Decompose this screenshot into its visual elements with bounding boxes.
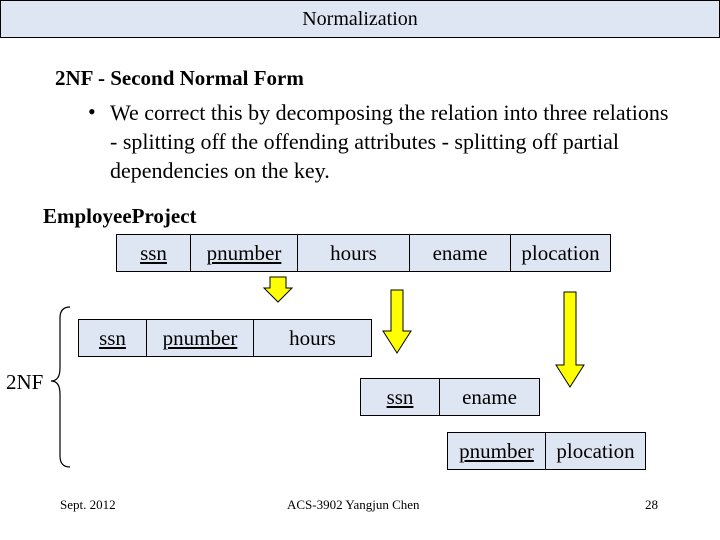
bullet-icon: • <box>88 99 96 124</box>
bullet-text: We correct this by decomposing the relation into three relations - splitting off the offending attributes - splitting off partial dependencies on the key. <box>110 100 669 183</box>
column-hours: hours <box>298 235 410 271</box>
column-ename: ename <box>410 235 511 271</box>
slide-title: Normalization <box>0 0 720 38</box>
arrow-down-icon <box>383 290 411 353</box>
column-pnumber: pnumber <box>191 235 298 271</box>
arrow-down-icon <box>264 277 292 302</box>
column-ssn: ssn <box>117 235 191 271</box>
brace-icon <box>51 307 70 467</box>
column-hours: hours <box>289 326 336 350</box>
relation-name: EmployeeProject <box>43 204 197 228</box>
relation-ssn-pnumber-hours <box>78 319 372 357</box>
relation-ssn-ename <box>360 378 540 416</box>
column-ssn: ssn <box>79 320 147 356</box>
column-ssn: ssn <box>361 379 440 415</box>
footer-course: ACS-3902 Yangjun Chen <box>287 497 420 512</box>
column-plocation: plocation <box>556 439 635 463</box>
section-heading: 2NF - Second Normal Form <box>55 66 304 90</box>
arrow-down-icon <box>556 292 584 387</box>
normal-form-label: 2NF <box>6 370 44 394</box>
column-ename: ename <box>462 385 517 409</box>
relation-pnumber-plocation <box>447 432 646 470</box>
footer-date: Sept. 2012 <box>60 497 116 512</box>
column-plocation: plocation <box>521 241 600 265</box>
page-number: 28 <box>645 497 658 512</box>
column-pnumber: pnumber <box>147 320 254 356</box>
column-pnumber: pnumber <box>448 433 546 469</box>
